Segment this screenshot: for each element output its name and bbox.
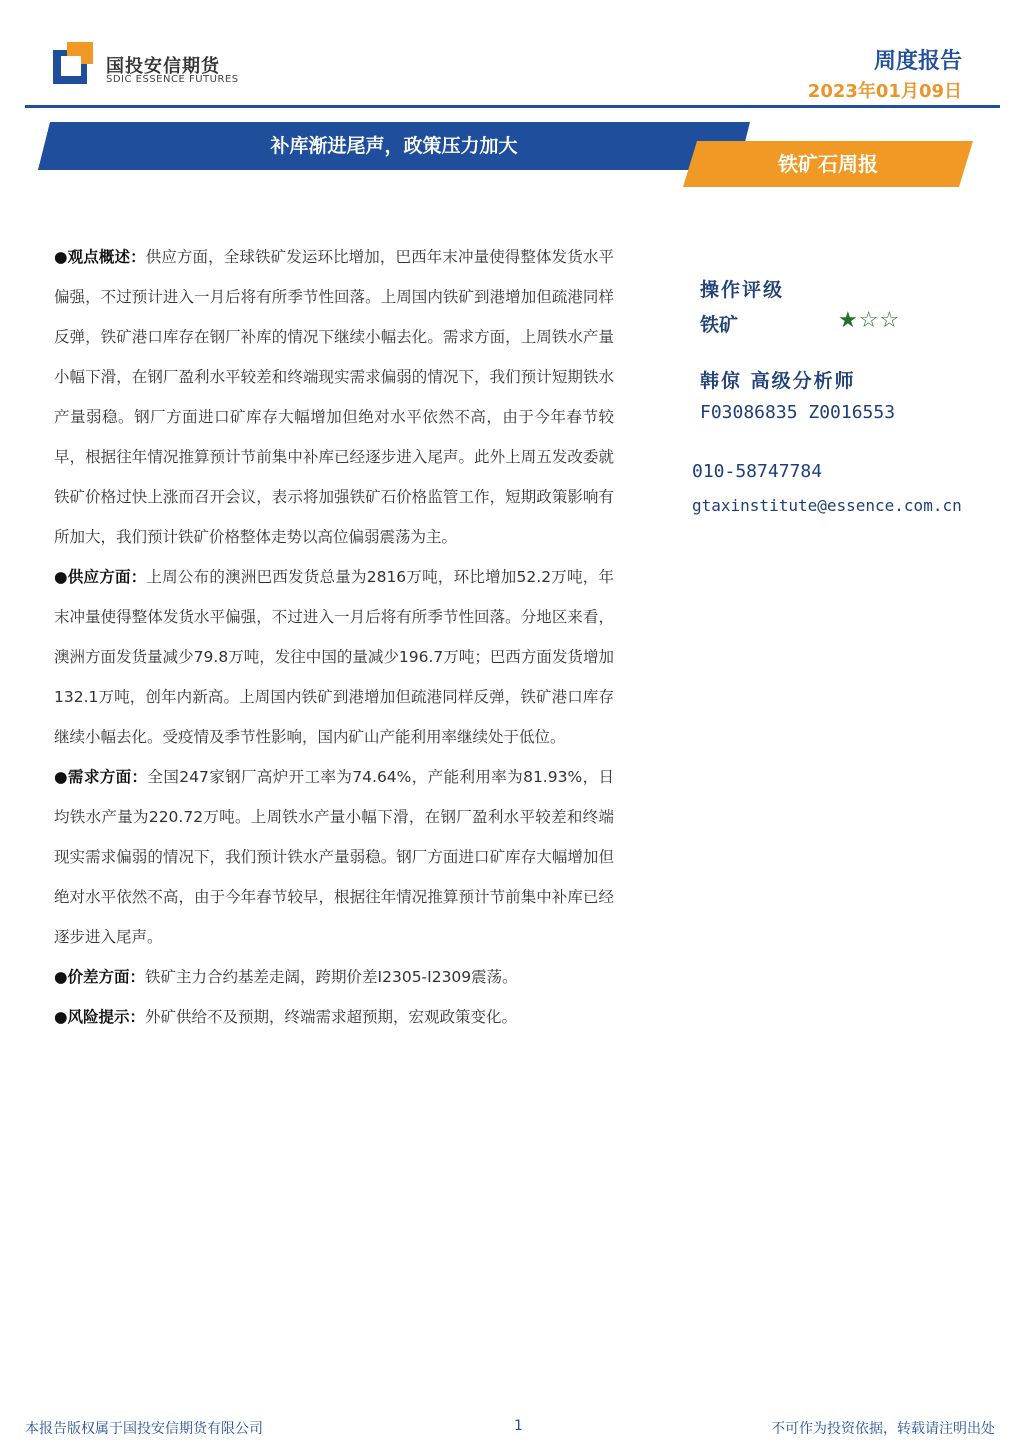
paragraph-overview: [54, 237, 614, 557]
paragraph-supply: [54, 557, 614, 757]
paragraph-spread: [54, 957, 614, 997]
company-name-cn: 国投安信期货: [106, 56, 220, 77]
paragraph-label: ●风险提示：: [54, 1008, 146, 1026]
paragraph-risk: [54, 997, 614, 1037]
document-date: 2023年01月09日: [807, 81, 962, 102]
report-body: [54, 237, 614, 1037]
company-logo-icon: [53, 42, 99, 84]
analyst-license: F03086835 Z0016553: [700, 402, 896, 423]
paragraph-label: ●供应方面：: [54, 568, 147, 586]
paragraph-label: ●需求方面：: [54, 768, 148, 786]
paragraph-text: 铁矿主力合约基差走阔，跨期价差I2305-I2309震荡。: [145, 968, 518, 986]
paragraph-text: 全国247家钢厂高炉开工率为74.64%，产能利用率为81.93%，日均铁水产量为220.72万吨。上周铁水产量小幅下滑，在钢厂盈利水平较差和终端现实需求偏弱的情况下，我们预计铁水产量弱稳。钢厂方面进口矿库存大幅增加但绝对水平依然不高，由于今年春节较早，根据往年情况推算预计节前集中补库已经逐步进入尾声。: [54, 768, 614, 946]
paragraph-text: 外矿供给不及预期，终端需求超预期，宏观政策变化。: [145, 1008, 518, 1026]
company-name-en: SDIC ESSENCE FUTURES: [106, 74, 239, 85]
rating-stars-icon: ★☆☆: [838, 308, 901, 333]
footer-page-number: 1: [514, 1418, 523, 1434]
analyst-name: 韩倞 高级分析师: [700, 370, 856, 392]
footer-copyright: 本报告版权属于国投安信期货有限公司: [25, 1421, 263, 1437]
footer-disclaimer: 不可作为投资依据，转载请注明出处: [771, 1421, 995, 1437]
rating-title: 操作评级: [700, 279, 785, 301]
report-header: [0, 0, 1025, 110]
contact-email[interactable]: gtaxinstitute@essence.com.cn: [692, 496, 962, 515]
paragraph-demand: [54, 757, 614, 957]
paragraph-label: ●价差方面：: [54, 968, 146, 986]
header-divider: [25, 105, 1000, 108]
report-subtitle: 铁矿石周报: [778, 152, 878, 176]
report-title: 补库渐进尾声，政策压力加大: [270, 135, 518, 157]
paragraph-text: 供应方面，全球铁矿发运环比增加，巴西年末冲量使得整体发货水平偏强，不过预计进入一月后将有所季节性回落。上周国内铁矿到港增加但疏港同样反弹，铁矿港口库存在钢厂补库的情况下继续小幅去化。需求方面，上周铁水产量小幅下滑，在钢厂盈利水平较差和终端现实需求偏弱的情况下，我们预计短期铁水产量弱稳。钢厂方面进口矿库存大幅增加但绝对水平依然不高，由于今年春节较早，根据往年情况推算预计节前集中补库已经逐步进入尾声。此外上周五发改委就铁矿价格过快上涨而召开会议，表示将加强铁矿石价格监管工作，短期政策影响有所加大，我们预计铁矿价格整体走势以高位偏弱震荡为主。: [54, 248, 614, 546]
paragraph-text: 上周公布的澳洲巴西发货总量为2816万吨，环比增加52.2万吨，年末冲量使得整体发货水平偏强，不过进入一月后将有所季节性回落。分地区来看，澳洲方面发货量减少79.8万吨，发往中国的量减少196.7万吨；巴西方面发货增加132.1万吨，创年内新高。上周国内铁矿到港增加但疏港同样反弹，铁矿港口库存继续小幅去化。受疫情及季节性影响，国内矿山产能利用率继续处于低位。: [54, 568, 614, 746]
rating-item: 铁矿: [700, 314, 739, 336]
paragraph-label: ●观点概述：: [54, 248, 146, 266]
contact-phone: 010-58747784: [692, 461, 823, 482]
document-type: 周度报告: [873, 49, 962, 74]
